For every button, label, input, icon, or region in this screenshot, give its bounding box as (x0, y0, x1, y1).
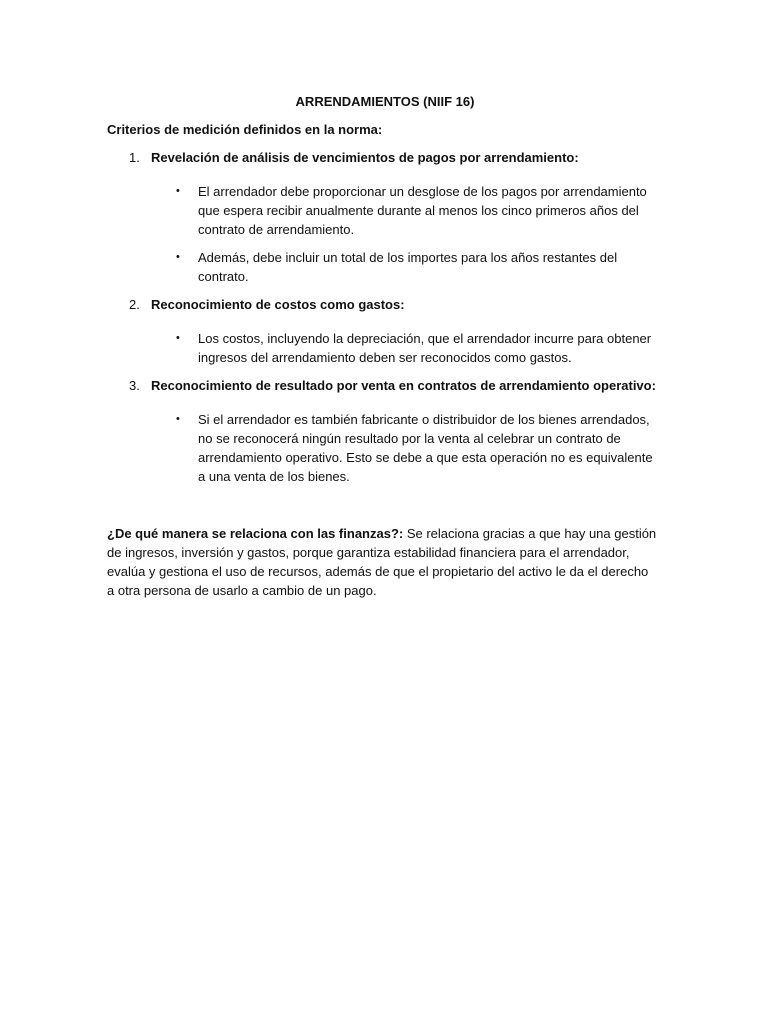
criterion-item (107, 295, 663, 367)
criterion-number: 1. (129, 150, 140, 165)
bullet-text: El arrendador debe proporcionar un desglose de los pagos por arrendamiento que espera recibir anualmente durante al menos los cinco primeros años del contrato de arrendamiento. (198, 184, 647, 237)
bullet-list (151, 329, 663, 367)
bullet-list (151, 182, 663, 286)
bullet-item (151, 410, 663, 486)
criterion-item (107, 376, 663, 486)
finance-answer: Se relaciona gracias a que hay una gestión de ingresos, inversión y gastos, porque garantiza estabilidad financiera para el arrendador, evalúa y gestiona el uso de recursos, además de que el propietario del activo le da el derecho a otra persona de usarlo a cambio de un pago. (107, 526, 657, 598)
criterion-item (107, 148, 663, 286)
criterion-title: Reconocimiento de costos como gastos: (151, 297, 405, 312)
bullet-item (151, 182, 663, 239)
bullet-icon: • (176, 185, 180, 197)
bullet-item (151, 248, 663, 286)
criteria-intro: Criterios de medición definidos en la norma: (107, 122, 383, 137)
criterion-number: 2. (129, 297, 140, 312)
document-title: ARRENDAMIENTOS (NIIF 16) (295, 94, 475, 109)
criterion-title: Reconocimiento de resultado por venta en contratos de arrendamiento operativo: (151, 378, 656, 393)
bullet-text: Si el arrendador es también fabricante o distribuidor de los bienes arrendados, no se reconocerá ningún resultado por la venta al celebrar un contrato de arrendamiento operativo. Esto se debe a que esta operación no es equivalente a una venta de los bienes. (198, 412, 653, 484)
bullet-text: Además, debe incluir un total de los importes para los años restantes del contrato. (198, 250, 618, 284)
criteria-list (107, 148, 663, 486)
finance-paragraph (107, 524, 657, 600)
criterion-number: 3. (129, 378, 140, 393)
bullet-text: Los costos, incluyendo la depreciación, que el arrendador incurre para obtener ingresos del arrendamiento deben ser reconocidos como gastos. (198, 331, 652, 365)
bullet-item (151, 329, 663, 367)
bullet-list (151, 410, 663, 486)
document-body (107, 92, 663, 495)
bullet-icon: • (176, 251, 180, 263)
finance-question: ¿De qué manera se relaciona con las finanzas?: (107, 526, 404, 541)
criterion-title: Revelación de análisis de vencimientos de pagos por arrendamiento: (151, 150, 579, 165)
bullet-icon: • (176, 413, 180, 425)
bullet-icon: • (176, 332, 180, 344)
